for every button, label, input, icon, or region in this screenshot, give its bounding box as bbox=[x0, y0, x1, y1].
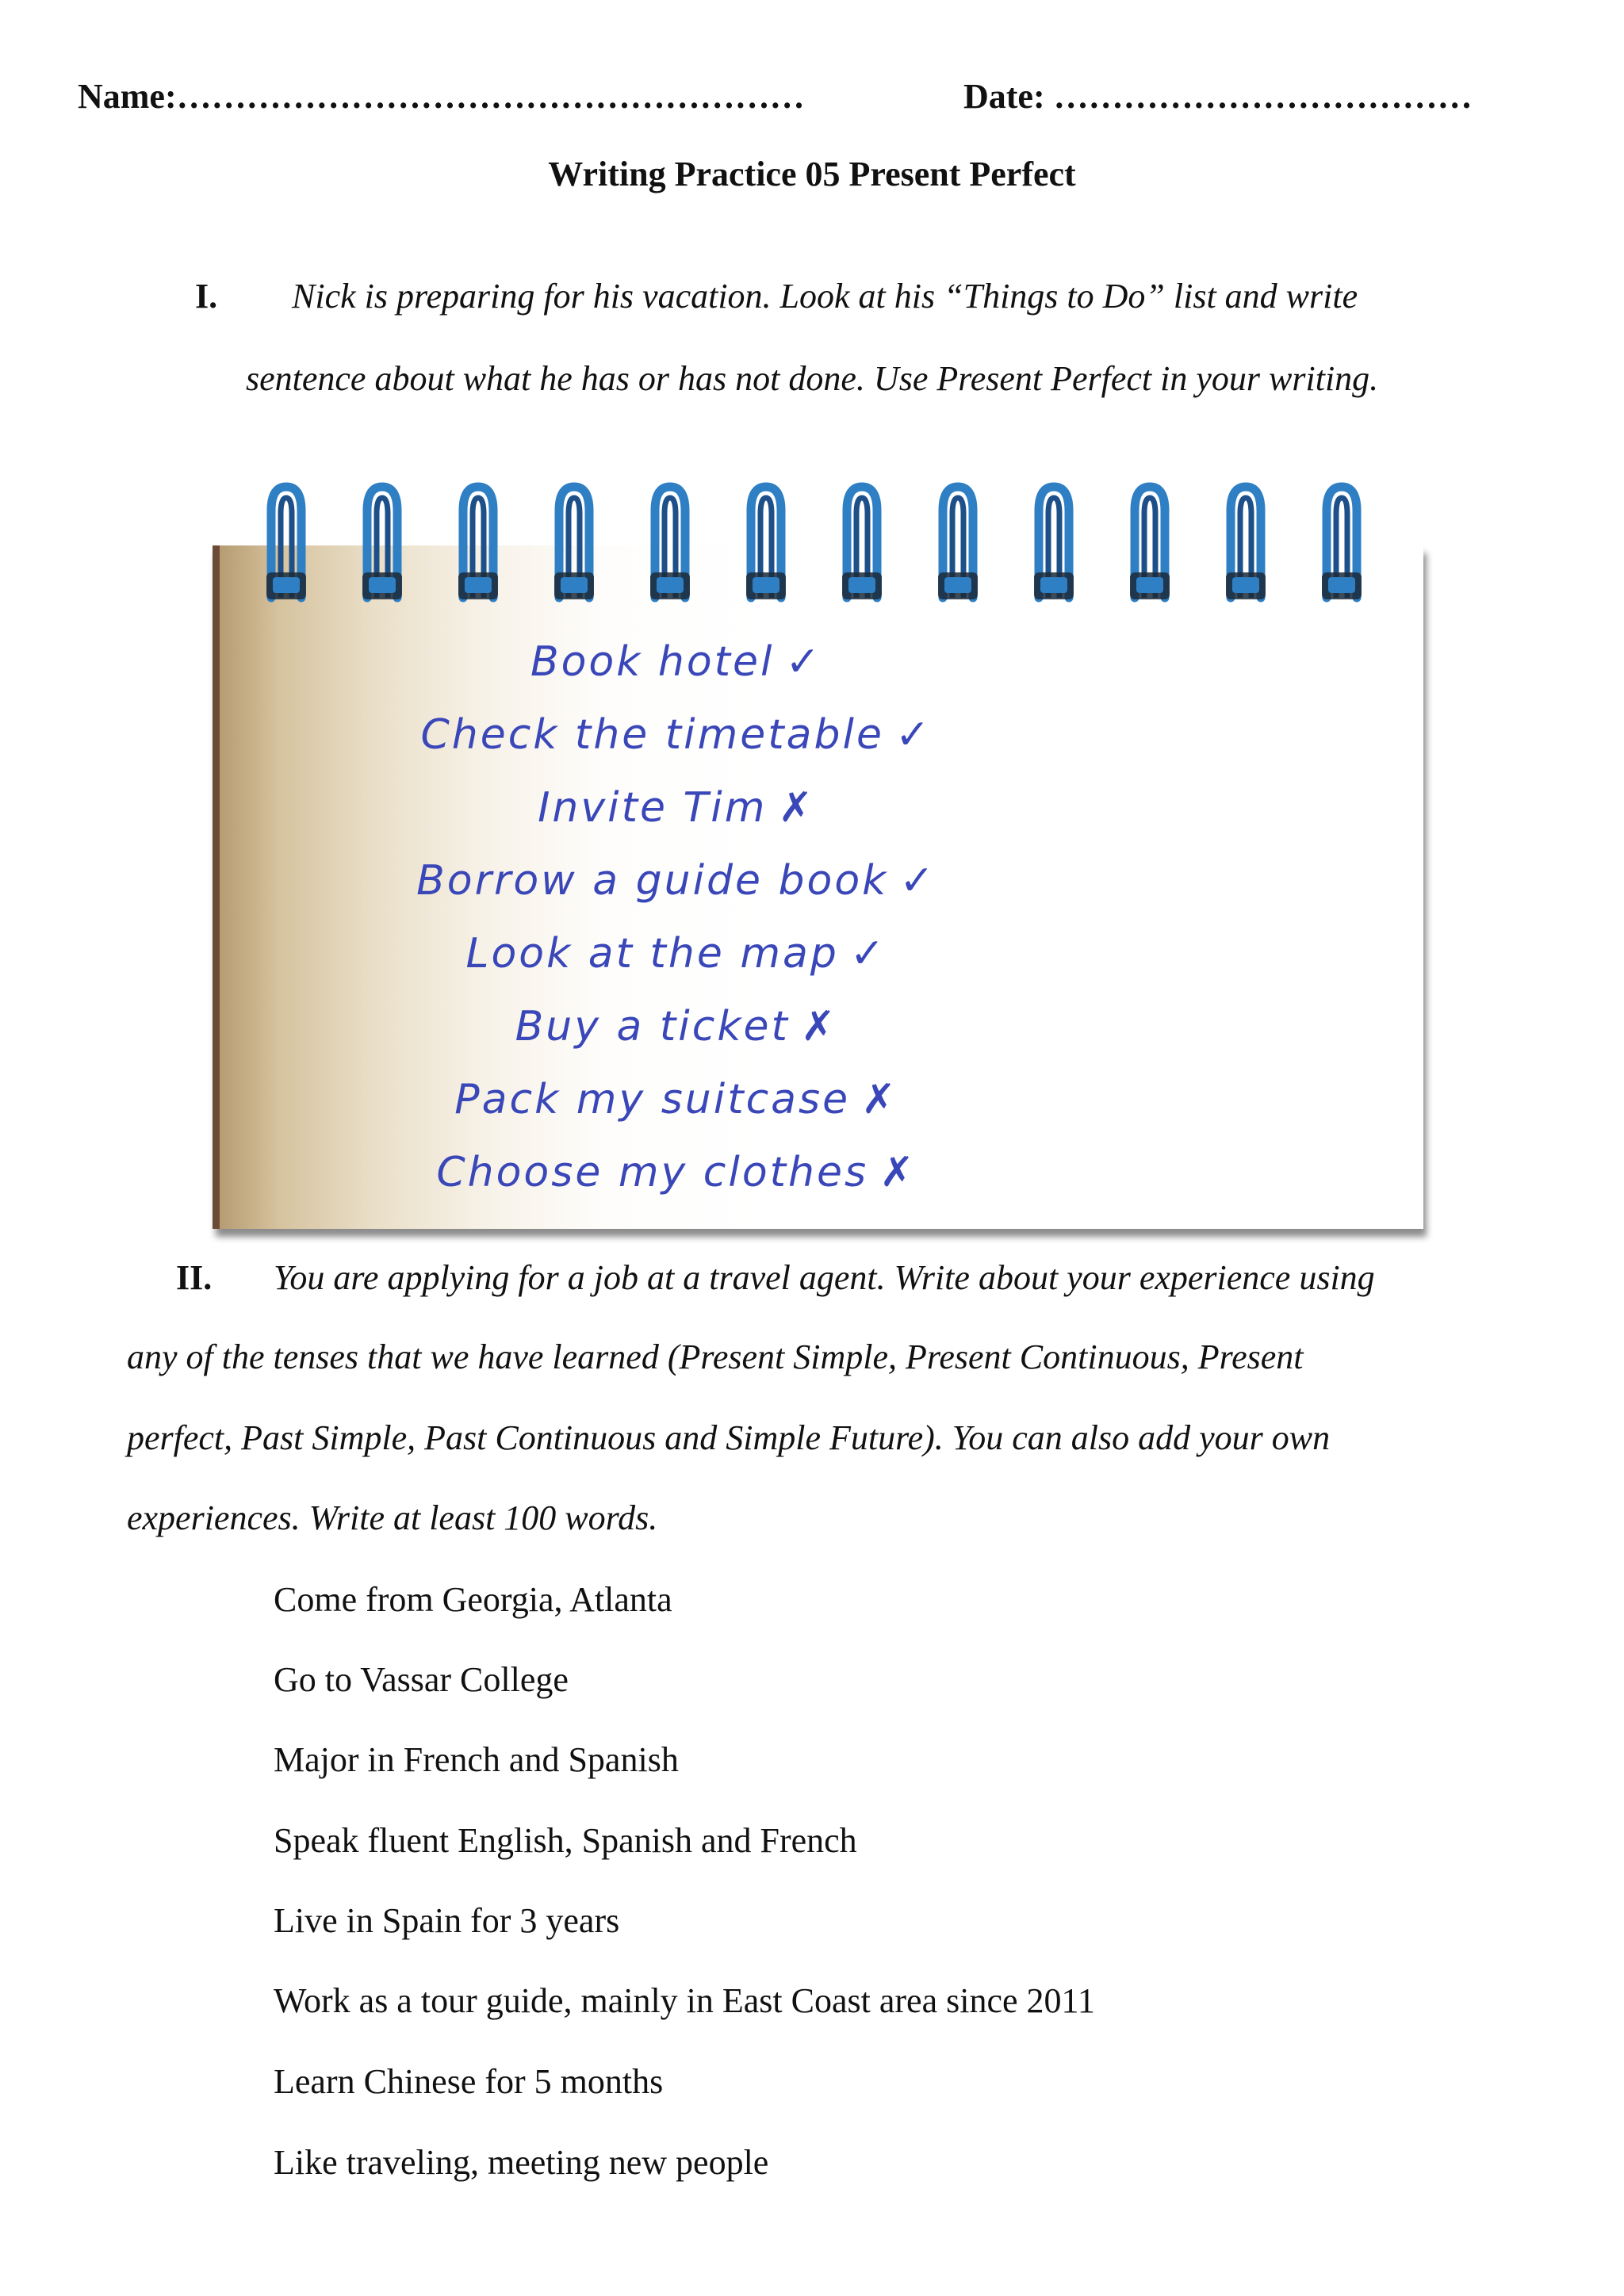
section-1-instruction-line-1: Nick is preparing for his vacation. Look at his “Things to Do” list and write bbox=[292, 277, 1358, 316]
things-to-do-notebook bbox=[213, 468, 1418, 1237]
todo-not-done-mark: ✗ bbox=[778, 784, 815, 832]
spiral-ring bbox=[356, 479, 408, 610]
spiral-ring bbox=[548, 479, 600, 610]
experience-item: Learn Chinese for 5 months bbox=[274, 2062, 664, 2101]
experience-item: Major in French and Spanish bbox=[274, 1740, 679, 1779]
todo-done-mark: ✓ bbox=[894, 711, 933, 759]
todo-item-text: Choose my clothes bbox=[436, 1149, 869, 1196]
experience-item: Speak fluent English, Spanish and French bbox=[274, 1821, 857, 1860]
spiral-ring bbox=[452, 479, 504, 610]
spiral-ring bbox=[740, 479, 792, 610]
todo-item-text: Book hotel bbox=[530, 638, 775, 686]
section-2-instruction-line-2: any of the tenses that we have learned (Present Simple, Present Continuous, Present bbox=[127, 1337, 1304, 1376]
todo-done-mark: ✓ bbox=[899, 857, 936, 905]
todo-item-text: Buy a ticket bbox=[515, 1003, 790, 1050]
name-field-label: Name:……………………………………………… bbox=[78, 77, 805, 116]
todo-not-done-mark: ✗ bbox=[861, 1076, 898, 1123]
experience-item: Live in Spain for 3 years bbox=[274, 1901, 620, 1940]
todo-item-text: Borrow a guide book bbox=[416, 857, 889, 905]
todo-item-text: Pack my suitcase bbox=[454, 1076, 851, 1123]
todo-not-done-mark: ✗ bbox=[800, 1003, 838, 1050]
spiral-ring bbox=[260, 479, 312, 610]
section-1-instruction-line-2: sentence about what he has or has not done. Use Present Perfect in your writing. bbox=[246, 359, 1379, 398]
section-2-number: II. bbox=[176, 1258, 213, 1297]
spiral-ring bbox=[836, 479, 888, 610]
todo-item bbox=[213, 1076, 1140, 1123]
spiral-ring bbox=[644, 479, 696, 610]
spiral-ring bbox=[1316, 479, 1368, 610]
experience-item: Work as a tour guide, mainly in East Coast area since 2011 bbox=[274, 1981, 1095, 2020]
page-title: Writing Practice 05 Present Perfect bbox=[548, 155, 1076, 193]
spiral-ring bbox=[1028, 479, 1080, 610]
todo-item bbox=[213, 784, 1140, 832]
todo-done-mark: ✓ bbox=[785, 638, 823, 686]
spiral-ring bbox=[1124, 479, 1176, 610]
todo-item bbox=[213, 857, 1140, 905]
todo-not-done-mark: ✗ bbox=[879, 1149, 917, 1196]
todo-item-text: Check the timetable bbox=[420, 711, 884, 759]
section-2-instruction-line-4: experiences. Write at least 100 words. bbox=[127, 1498, 658, 1537]
todo-item bbox=[213, 930, 1140, 978]
todo-item-text: Invite Tim bbox=[538, 784, 768, 832]
todo-done-mark: ✓ bbox=[849, 930, 887, 978]
spiral-ring bbox=[1220, 479, 1272, 610]
experience-item: Like traveling, meeting new people bbox=[274, 2143, 769, 2182]
section-2-instruction-line-3: perfect, Past Simple, Past Continuous and Simple Future). You can also add your own bbox=[127, 1418, 1331, 1457]
experience-item: Go to Vassar College bbox=[274, 1660, 569, 1699]
spiral-ring bbox=[932, 479, 984, 610]
todo-item bbox=[213, 638, 1140, 686]
todo-item bbox=[213, 1149, 1140, 1196]
section-2-instruction-line-1: You are applying for a job at a travel agent. Write about your experience using bbox=[274, 1258, 1375, 1297]
todo-item bbox=[213, 711, 1140, 759]
spiral-binding bbox=[260, 468, 1386, 626]
section-1-number: I. bbox=[195, 277, 218, 316]
date-field-label: Date: ……………………………… bbox=[963, 77, 1473, 116]
todo-item bbox=[213, 1003, 1140, 1050]
todo-item-text: Look at the map bbox=[465, 930, 839, 978]
experience-item: Come from Georgia, Atlanta bbox=[274, 1580, 672, 1619]
